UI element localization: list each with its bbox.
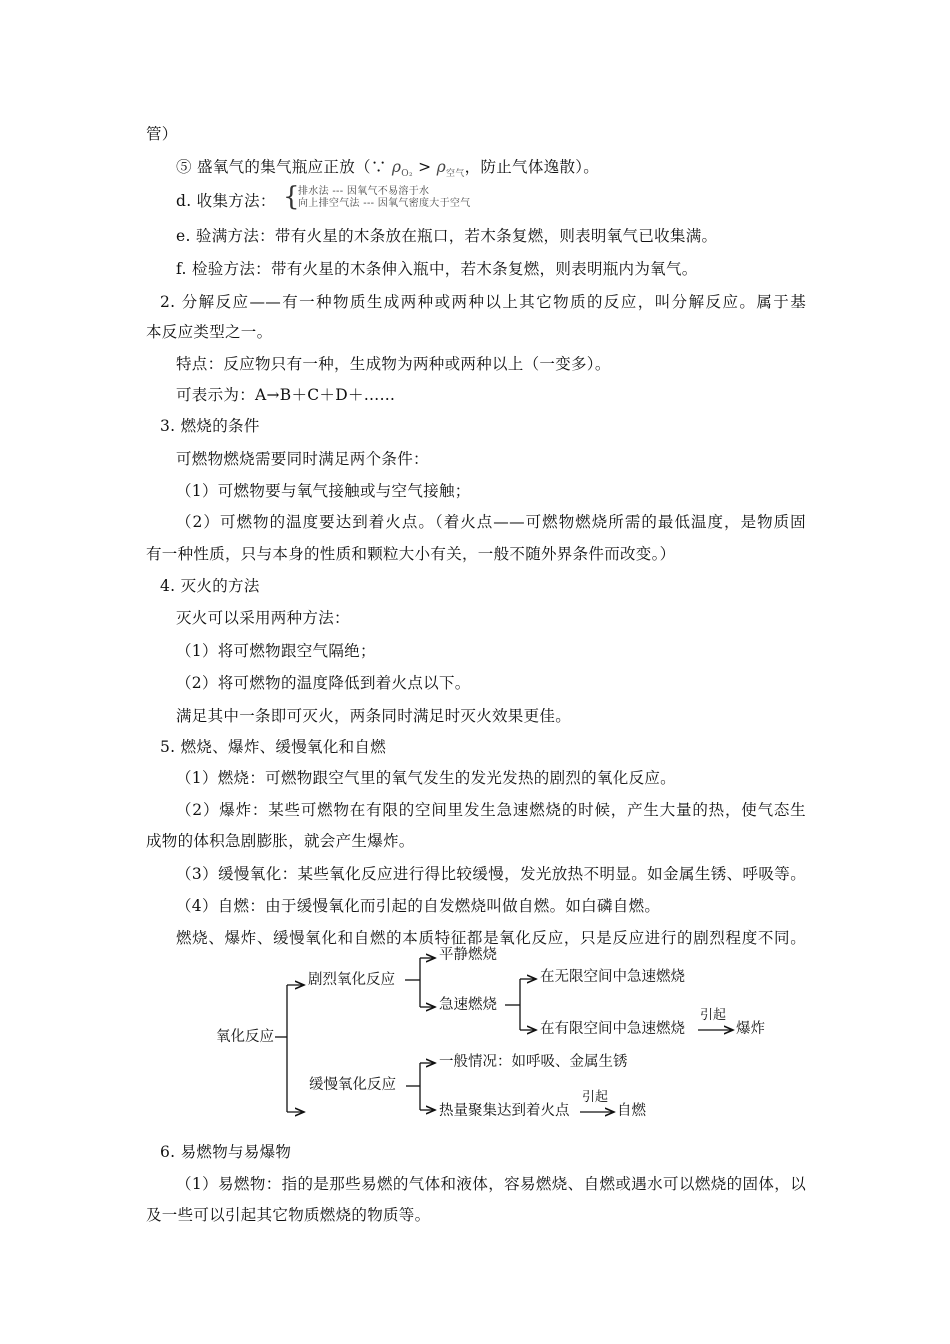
diagram-general-case: 一般情况：如呼吸、金属生锈 (439, 1054, 628, 1070)
collect-option-2: 向上排空气法 --- 因氧气密度大于空气 (298, 198, 471, 209)
section-heading: 4. 灭火的方法 (160, 577, 260, 595)
diagram-rapid-burning: 急速燃烧 (439, 997, 497, 1013)
rho-symbol: ρ (391, 158, 402, 176)
diagram-closed-space: 在有限空间中急速燃烧 (540, 1021, 685, 1037)
diagram-fast-oxidation: 剧烈氧化反应 (308, 972, 395, 988)
text-line: 2. 分解反应——有一种物质生成两种或两种以上其它物质的反应，叫分解反应。属于基 (160, 293, 806, 311)
text-line: 本反应类型之一。 (146, 323, 273, 341)
text-line: （2）将可燃物的温度降低到着火点以下。 (176, 674, 471, 692)
text-line: 可表示为：A→B＋C＋D＋…… (176, 386, 396, 404)
text-line: （1）燃烧：可燃物跟空气里的氧气发生的发光发热的剧烈的氧化反应。 (176, 769, 676, 787)
item-5-text: ⑤ 盛氧气的集气瓶应正放（∵ (176, 158, 392, 176)
text-line: 满足其中一条即可灭火，两条同时满足时灭火效果更佳。 (176, 707, 572, 725)
text-line: 及一些可以引起其它物质燃烧的物质等。 (146, 1206, 431, 1224)
diagram-slow-oxidation: 缓慢氧化反应 (309, 1077, 396, 1093)
diagram-self-ignition: 自燃 (617, 1103, 646, 1119)
diagram-root-oxidation: 氧化反应 (216, 1029, 274, 1045)
text-line: 有一种性质，只与本身的性质和颗粒大小有关，一般不随外界条件而改变。） (146, 545, 676, 563)
greater-than: > (412, 158, 437, 176)
rho-subscript-o2: O₂ (401, 169, 413, 179)
text-line: e. 验满方法：带有火星的木条放在瓶口，若木条复燃，则表明氧气已收集满。 (176, 227, 718, 245)
section-heading: 5. 燃烧、爆炸、缓慢氧化和自燃 (160, 738, 387, 756)
item-5-text-end: ，防止气体逸散）。 (464, 158, 600, 176)
rho-symbol-air: ρ (436, 158, 447, 176)
diagram-calm-burning: 平静燃烧 (439, 947, 497, 963)
text-line: 可燃物燃烧需要同时满足两个条件： (176, 450, 429, 468)
section-heading: 6. 易燃物与易爆物 (160, 1143, 292, 1161)
diagram-open-space: 在无限空间中急速燃烧 (540, 969, 685, 985)
brace-icon: { (283, 182, 300, 212)
text-line: （3）缓慢氧化：某些氧化反应进行得比较缓慢，发光放热不明显。如金属生锈、呼吸等。 (176, 865, 806, 883)
text-line: 成物的体积急剧膨胀，就会产生爆炸。 (146, 832, 415, 850)
text-line: （2）爆炸：某些可燃物在有限的空间里发生急速燃烧的时候，产生大量的热，使气态生 (176, 801, 806, 819)
text-line: （1）可燃物要与氧气接触或与空气接触； (176, 482, 471, 500)
text-line: 特点：反应物只有一种，生成物为两种或两种以上（一变多）。 (176, 355, 611, 373)
text-line: （2）可燃物的温度要达到着火点。（着火点——可燃物燃烧所需的最低温度，是物质固 (176, 513, 806, 531)
diagram-cause-label: 引起 (700, 1008, 727, 1023)
text-line: （1）将可燃物跟空气隔绝； (176, 642, 376, 660)
text-line: f. 检验方法：带有火星的木条伸入瓶中，若木条复燃，则表明瓶内为氧气。 (176, 260, 698, 278)
text-line: 管） (146, 125, 178, 143)
text-line: 灭火可以采用两种方法： (176, 609, 350, 627)
text-line: （1）易燃物：指的是那些易燃的气体和液体，容易燃烧、自燃或遇水可以燃烧的固体，以 (176, 1175, 806, 1193)
section-heading: 3. 燃烧的条件 (160, 417, 260, 435)
diagram-explosion: 爆炸 (736, 1021, 765, 1037)
rho-subscript-air: 空气 (446, 169, 465, 179)
diagram-cause-label: 引起 (582, 1090, 609, 1105)
collect-method-label: d. 收集方法： (176, 192, 276, 210)
text-line: 燃烧、爆炸、缓慢氧化和自燃的本质特征都是氧化反应，只是反应进行的剧烈程度不同。 (176, 929, 806, 947)
collect-option-1: 排水法 --- 因氧气不易溶于水 (298, 186, 430, 197)
diagram-heat-accumulation: 热量聚集达到着火点 (439, 1103, 570, 1119)
text-line: （4）自燃：由于缓慢氧化而引起的自发燃烧叫做自燃。如白磷自燃。 (176, 897, 661, 915)
